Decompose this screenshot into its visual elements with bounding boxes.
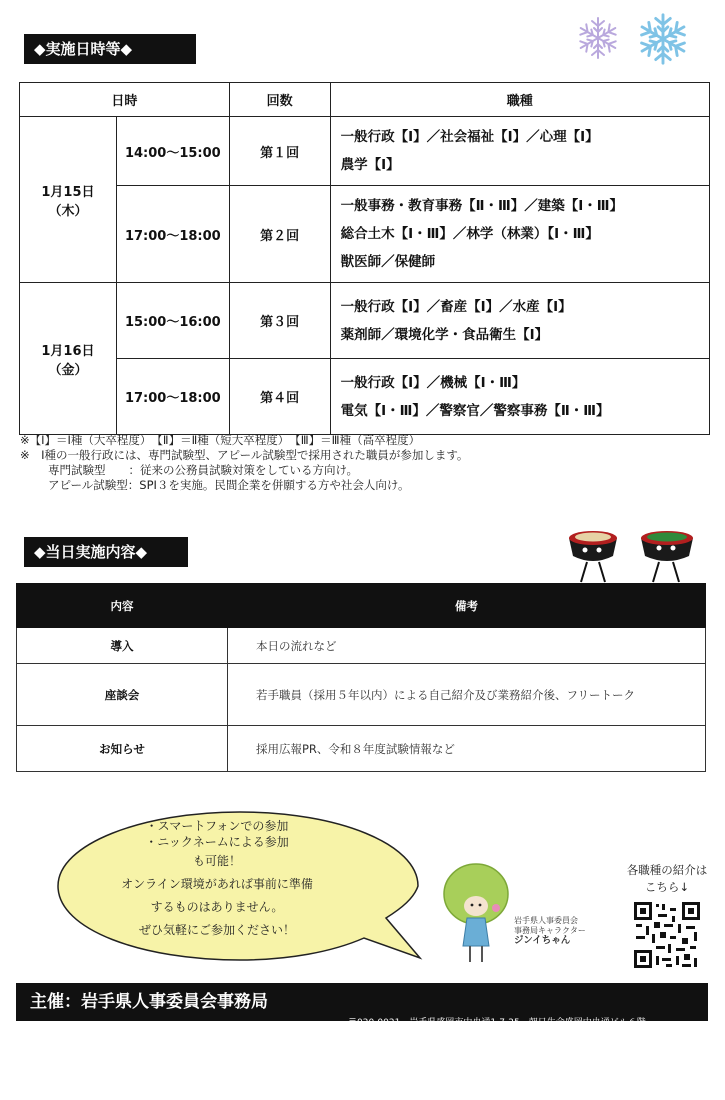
bubble-line: ・ニックネームによる参加	[145, 835, 289, 849]
jobs-line: 一般事務・教育事務【Ⅱ・Ⅲ】／建築【Ⅰ・Ⅲ】	[340, 198, 624, 214]
header-remarks: 備考	[228, 584, 706, 628]
jobs-line: 電気【Ⅰ・Ⅲ】／警察官／警察事務【Ⅱ・Ⅲ】	[340, 402, 610, 419]
schedule-header-row	[20, 83, 710, 117]
bubble-line: ぜひ気軽にご参加ください！	[138, 923, 295, 937]
date-label: 1月15日	[41, 184, 95, 200]
program-row	[17, 664, 706, 726]
bubble-line: するものはありません。	[150, 900, 284, 914]
schedule-row	[20, 359, 710, 435]
program-item: 座談会	[17, 664, 228, 726]
weekday-label: （金）	[48, 362, 88, 378]
program-table	[16, 583, 706, 772]
program-item: 導入	[17, 628, 228, 664]
jobs-line: 獣医師／保健師	[340, 254, 436, 270]
time-cell: 14:00～15:00	[116, 117, 229, 186]
footer	[16, 983, 708, 1070]
program-row	[17, 726, 706, 772]
program-note: 採用広報PR、令和８年度試験情報など	[228, 726, 706, 772]
qr-caption-line: こちら↓	[644, 880, 690, 894]
note-line: ※ Ⅰ種の一般行政には、専門試験型、アピール試験型で採用された職員が参加します。	[20, 448, 469, 462]
contact-line: 電話 019-629-6241 Eメール DD0002@pref.iwate.jp	[348, 1060, 594, 1070]
snowflake-blue-icon	[634, 10, 692, 68]
date-cell	[20, 283, 117, 435]
header-datetime: 日時	[20, 83, 230, 117]
schedule-row	[20, 117, 710, 186]
jobs-line: 農学【Ⅰ】	[340, 157, 400, 173]
schedule-table	[19, 82, 710, 435]
section-title-schedule: ◆実施日時等◆	[24, 34, 196, 64]
time-cell: 17:00～18:00	[116, 359, 229, 435]
date-label: 1月16日	[41, 343, 95, 359]
section-title-program: ◆当日実施内容◆	[24, 537, 188, 567]
bubble-line: オンライン環境があれば事前に準備	[121, 877, 313, 891]
time-cell: 15:00～16:00	[116, 283, 229, 359]
schedule-row	[20, 186, 710, 283]
weekday-label: （木）	[48, 203, 88, 219]
round-cell: 第４回	[229, 359, 330, 435]
program-note: 本日の流れなど	[228, 628, 706, 664]
jobs-line: 一般行政【Ⅰ】／社会福祉【Ⅰ】／心理【Ⅰ】	[340, 129, 599, 145]
jobs-line: 総合土木【Ⅰ・Ⅲ】／林学（林業）【Ⅰ・Ⅲ】	[340, 226, 599, 242]
jobs-cell	[330, 283, 709, 359]
qr-caption	[620, 862, 714, 896]
header-jobs: 職種	[330, 83, 709, 117]
contact-info	[348, 988, 646, 1100]
bubble-text	[52, 818, 382, 942]
note-line: アピール試験型：SPI３を実施。民間企業を併願する方や社会人向け。	[48, 478, 410, 492]
address-line: 〒020-0021 岩手県盛岡市中央通1-7-25 朝日生命盛岡中央通ビル６階	[348, 1018, 646, 1028]
mascot-caption	[514, 916, 586, 946]
program-note: 若手職員（採用５年以内）による自己紹介及び業務紹介後、フリートーク	[228, 664, 706, 726]
mascot-jinyi-icon	[440, 858, 514, 972]
program-header-row	[17, 584, 706, 628]
bubble-line: も可能！	[192, 854, 241, 868]
mascot-caption-line: 岩手県人事委員会	[514, 916, 578, 925]
host-organization: 主催：岩手県人事委員会事務局	[30, 992, 268, 1012]
wanko-soba-characters-icon	[565, 524, 705, 590]
qr-caption-line: 各職種の紹介は	[626, 863, 708, 877]
qr-code-icon[interactable]	[632, 900, 702, 970]
schedule-row	[20, 283, 710, 359]
jobs-cell	[330, 359, 709, 435]
jobs-cell	[330, 117, 709, 186]
header-round: 回数	[229, 83, 330, 117]
snowflake-purple-icon	[574, 14, 622, 62]
date-cell	[20, 117, 117, 283]
mascot-caption-line: 事務局キャラクター	[514, 926, 586, 935]
round-cell: 第１回	[229, 117, 330, 186]
round-cell: 第２回	[229, 186, 330, 283]
jobs-line: 一般行政【Ⅰ】／畜産【Ⅰ】／水産【Ⅰ】	[340, 298, 572, 315]
time-cell: 17:00～18:00	[116, 186, 229, 283]
note-line: 専門試験型 ：従来の公務員試験対策をしている方向け。	[48, 463, 359, 477]
notes	[20, 433, 468, 493]
bubble-line: ・スマートフォンでの参加	[145, 819, 289, 833]
note-line: ※【Ⅰ】＝Ⅰ種（大卒程度） 【Ⅱ】＝Ⅱ種（短大卒程度） 【Ⅲ】＝Ⅲ種（高卒程度）	[20, 433, 421, 447]
jobs-line: 薬剤師／環境化学・食品衛生【Ⅰ】	[340, 326, 549, 343]
header-content: 内容	[17, 584, 228, 628]
mascot-name: ジンイちゃん	[514, 935, 571, 946]
program-item: お知らせ	[17, 726, 228, 772]
round-cell: 第３回	[229, 283, 330, 359]
jobs-line: 一般行政【Ⅰ】／機械【Ⅰ・Ⅲ】	[340, 374, 526, 391]
program-row	[17, 628, 706, 664]
jobs-cell	[330, 186, 709, 283]
